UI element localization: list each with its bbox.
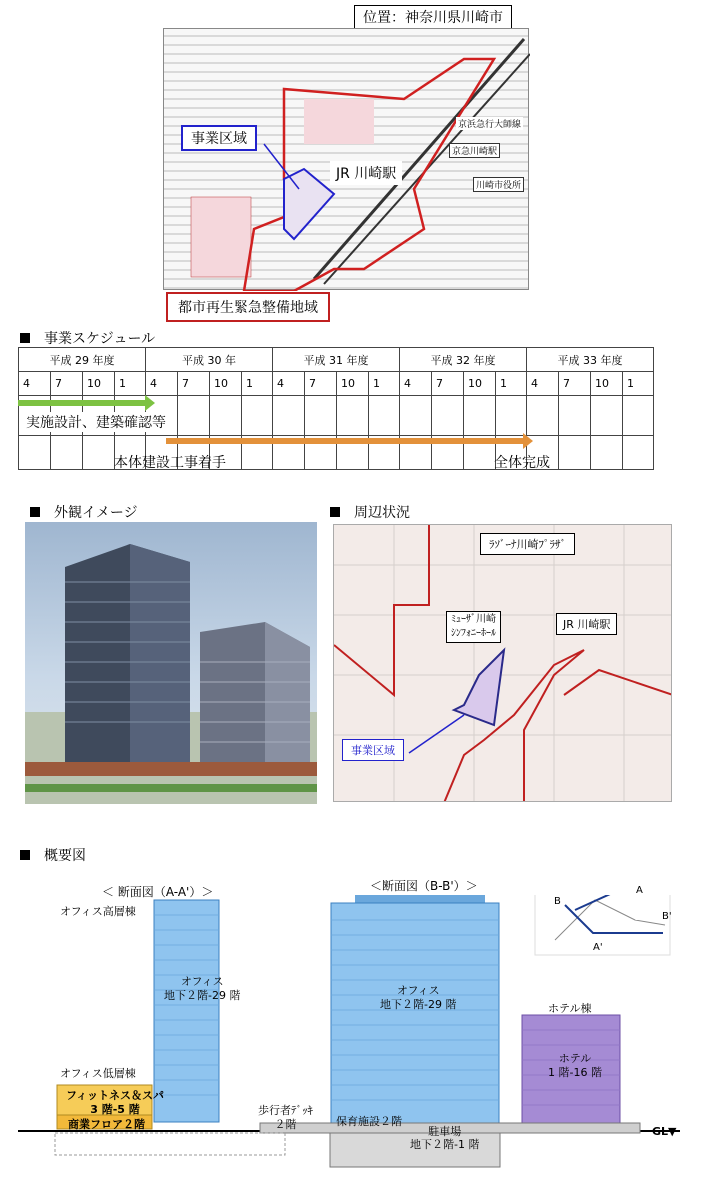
office-low-label: オフィス低層棟 <box>60 1067 136 1080</box>
hotel-building-label: ホテル棟 <box>548 1002 592 1015</box>
bullet-square-icon <box>20 333 30 343</box>
bullet-square-icon <box>30 507 40 517</box>
month-cell: 10 <box>337 372 369 396</box>
office-high-label: オフィス高層棟 <box>60 905 136 918</box>
keikyu-station-label: 京急川崎駅 <box>449 143 500 158</box>
schedule-title: 事業スケジュール <box>44 331 156 347</box>
month-cell: 4 <box>527 372 559 396</box>
office-b-label-line1: オフィス <box>396 984 440 997</box>
month-cell: 10 <box>464 372 496 396</box>
key-a-label: A <box>636 885 643 896</box>
location-map <box>163 28 529 290</box>
month-cell: 1 <box>369 372 400 396</box>
muza-label <box>446 611 501 643</box>
design-bar <box>18 400 146 406</box>
month-cell: 4 <box>19 372 51 396</box>
exterior-rendering <box>25 522 317 804</box>
year-cell: 平成 32 年度 <box>400 348 527 372</box>
surroundings-map <box>333 524 672 802</box>
schedule-month-row <box>19 372 654 396</box>
office-b-label <box>380 984 456 1012</box>
year-cell: 平成 29 年度 <box>19 348 146 372</box>
city-hall-label: 川崎市役所 <box>473 177 524 192</box>
overview-heading <box>20 845 86 865</box>
parking-label-line1: 駐車場 <box>428 1125 462 1138</box>
month-cell: 1 <box>623 372 654 396</box>
nursery-label: 保育施設２階 <box>336 1115 402 1128</box>
schedule-year-row <box>19 348 654 372</box>
section-a-title: ＜ 断面図（A-A'）＞ <box>102 885 214 899</box>
construction-bar <box>166 438 524 444</box>
office-a-label <box>164 975 240 1003</box>
month-cell: 4 <box>273 372 305 396</box>
deck-label-line1: 歩行者ﾃﾞｯｷ <box>258 1104 313 1117</box>
key-b2-label: B' <box>662 911 672 922</box>
hotel-label-line1: ホテル <box>558 1052 592 1065</box>
deck-label-line2: ２階 <box>274 1118 297 1131</box>
month-cell: 1 <box>115 372 146 396</box>
station-label: JR 川崎駅 <box>330 161 402 185</box>
muza-label-line1: ﾐｭｰｻﾞ川崎 <box>451 614 496 625</box>
surroundings-heading <box>330 502 410 522</box>
jr-station-label: JR 川崎駅 <box>556 613 617 635</box>
month-cell: 10 <box>591 372 623 396</box>
location-label: 位置：神奈川県川崎市 <box>354 5 512 29</box>
construction-start-label: 本体建設工事着手 <box>114 455 226 471</box>
building-rendering-image <box>25 522 317 804</box>
hotel-label-line2: 1 階-16 階 <box>548 1066 602 1079</box>
location-map-overlay <box>164 29 530 291</box>
keikyu-street-label: 京浜急行大師線 <box>456 117 523 130</box>
design-label: 実施設計、建築確認等 <box>26 412 166 432</box>
month-cell: 7 <box>178 372 210 396</box>
overview-section-diagram <box>0 895 704 1195</box>
plaza-label: ﾗｿﾞｰﾅ川崎ﾌﾟﾗｻﾞ <box>480 533 575 555</box>
gl-label: GL▼ <box>652 1125 677 1138</box>
office-a-label-line2: 地下２階-29 階 <box>164 989 241 1002</box>
year-cell: 平成 30 年 <box>146 348 273 372</box>
fitness-label <box>66 1089 164 1117</box>
month-cell: 10 <box>83 372 115 396</box>
key-b-label: B <box>554 896 561 907</box>
exterior-title: 外観イメージ <box>54 505 138 521</box>
commercial-label: 商業フロア２階 <box>68 1118 145 1131</box>
parking-label-line2: 地下２階-1 階 <box>410 1138 480 1151</box>
completion-label: 全体完成 <box>494 455 550 471</box>
month-cell: 7 <box>51 372 83 396</box>
urgent-area-label: 都市再生緊急整備地域 <box>166 292 330 322</box>
bullet-square-icon <box>330 507 340 517</box>
fitness-label-line1: フィットネス＆スパ <box>66 1089 165 1102</box>
year-cell: 平成 31 年度 <box>273 348 400 372</box>
month-cell: 4 <box>146 372 178 396</box>
year-cell: 平成 33 年度 <box>527 348 654 372</box>
parking-label <box>410 1125 479 1151</box>
surroundings-project-area-label: 事業区域 <box>342 739 404 761</box>
deck-label <box>258 1104 313 1132</box>
overview-title: 概要図 <box>44 848 86 864</box>
office-b-label-line2: 地下２階-29 階 <box>380 998 457 1011</box>
hotel-label <box>548 1052 602 1080</box>
project-area-label: 事業区域 <box>181 125 257 151</box>
key-a2-label: A' <box>593 942 603 953</box>
schedule-heading <box>20 328 155 348</box>
month-cell: 1 <box>496 372 527 396</box>
month-cell: 7 <box>432 372 464 396</box>
month-cell: 7 <box>559 372 591 396</box>
month-cell: 7 <box>305 372 337 396</box>
surroundings-title: 周辺状況 <box>354 505 410 521</box>
section-b-title: ＜断面図（B-B'）＞ <box>370 879 478 893</box>
muza-label-line2: ｼﾝﾌｫﾆｰﾎｰﾙ <box>451 628 496 639</box>
office-a-label-line1: オフィス <box>180 975 224 988</box>
month-cell: 1 <box>242 372 273 396</box>
fitness-label-line2: 3 階-5 階 <box>90 1103 140 1116</box>
bullet-square-icon <box>20 850 30 860</box>
exterior-heading <box>30 502 138 522</box>
month-cell: 4 <box>400 372 432 396</box>
month-cell: 10 <box>210 372 242 396</box>
